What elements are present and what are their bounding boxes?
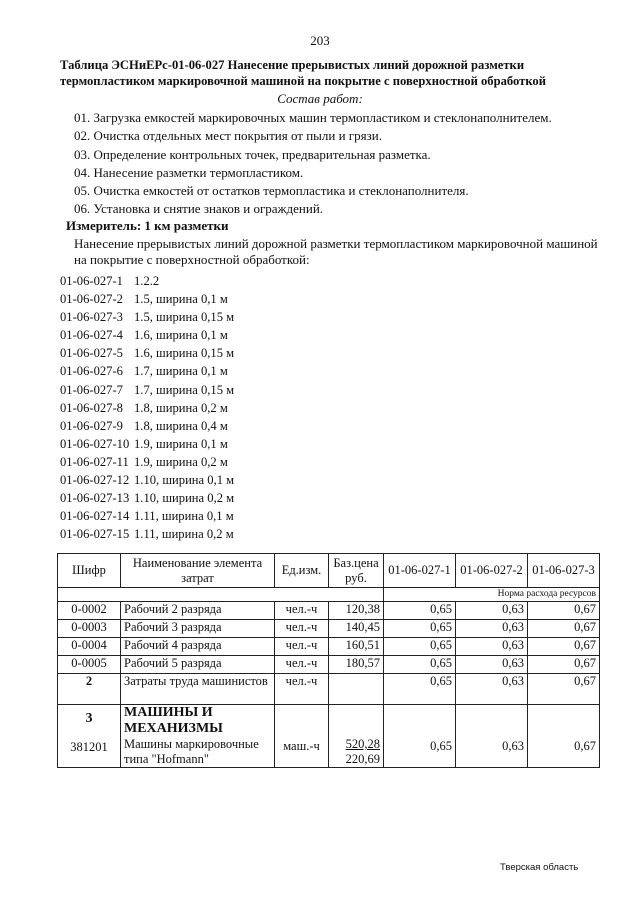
table-title: Таблица ЭСНиЕРс-01-06-027 Нанесение прерывистых линий дорожной разметки термопластиком маркировочной машиной на покрытие с поверхностной обработкой <box>60 58 546 88</box>
work-item: 01. Загрузка емкостей маркировочных машин термопластиком и стеклонаполнителем. <box>74 110 552 125</box>
code-row <box>60 525 234 543</box>
code: 01-06-027-9 <box>60 418 123 433</box>
code-row <box>60 435 234 453</box>
section-title: МАШИНЫ И МЕХАНИЗМЫ <box>124 705 223 736</box>
code: 01-06-027-15 <box>60 527 130 542</box>
code-list <box>60 272 234 543</box>
code-desc: 1.11, ширина 0,1 м <box>134 509 234 524</box>
page-number: 203 <box>310 33 330 48</box>
code-desc: 1.9, ширина 0,1 м <box>134 436 228 451</box>
header-name: Наименование элемента затрат <box>121 554 275 588</box>
norm-row <box>58 588 600 602</box>
machine-name: Машины маркировочные типа "Hofmann" <box>124 737 259 766</box>
header-unit: Ед.изм. <box>275 554 329 588</box>
machine-row: 3 381201 МАШИНЫ И МЕХАНИЗМЫ Машины маркировочные типа "Hofmann" маш.-ч 520,28 220,69 0,65 0,63 0,67 <box>58 705 600 768</box>
machine-price-secondary: 220,69 <box>345 752 380 766</box>
code-row <box>60 381 234 399</box>
code-desc: 1.8, ширина 0,2 м <box>134 400 228 415</box>
code-row <box>60 344 234 362</box>
code-row <box>60 399 234 417</box>
code-desc: 1.2.2 <box>134 274 160 288</box>
code: 01-06-027-1 <box>60 274 123 288</box>
code: 01-06-027-13 <box>60 491 130 506</box>
code-row <box>60 290 234 308</box>
work-item: 03. Определение контрольных точек, предварительная разметка. <box>74 146 431 162</box>
code: 01-06-027-6 <box>60 364 123 379</box>
code-desc: 1.6, ширина 0,15 м <box>134 346 235 361</box>
code: 01-06-027-10 <box>60 436 130 451</box>
header-price: Баз.цена руб. <box>329 554 384 588</box>
code-desc: 1.8, ширина 0,4 м <box>134 418 228 433</box>
code-desc: 1.6, ширина 0,1 м <box>134 328 228 343</box>
code: 01-06-027-14 <box>60 509 130 524</box>
works-list <box>74 109 552 219</box>
work-item: 04. Нанесение разметки термопластиком. <box>74 164 304 180</box>
code: 01-06-027-7 <box>60 382 123 397</box>
header-col2: 01-06-027-2 <box>456 554 528 588</box>
code-desc: 1.7, ширина 0,1 м <box>134 364 228 379</box>
intro-text: Нанесение прерывистых линий дорожной разметки термопластиком маркировочной машиной на покрытие с поверхностной обработкой: <box>74 236 598 267</box>
code-desc: 1.5, ширина 0,15 м <box>134 310 235 325</box>
code-desc: 1.10, ширина 0,2 м <box>134 491 235 506</box>
code: 01-06-027-8 <box>60 400 123 415</box>
work-item: 05. Очистка емкостей от остатков термопластика и стеклонаполнителя. <box>74 183 469 199</box>
table-row: 0-0003 Рабочий 3 разряда чел.-ч 140,45 0,65 0,63 0,67 <box>58 620 600 638</box>
norm-label: Норма расхода ресурсов <box>384 588 600 602</box>
code-row <box>60 272 234 290</box>
code: 01-06-027-12 <box>60 473 130 488</box>
code-desc: 1.10, ширина 0,1 м <box>134 473 235 488</box>
header-col1: 01-06-027-1 <box>384 554 456 588</box>
code: 01-06-027-11 <box>60 454 129 469</box>
machine-cipher: 381201 <box>70 740 108 754</box>
code-row <box>60 417 234 435</box>
work-item: 06. Установка и снятие знаков и ограждений. <box>74 201 324 217</box>
code-row <box>60 308 234 326</box>
section-cipher: 3 <box>85 711 93 726</box>
resource-table <box>57 553 600 768</box>
code-row <box>60 326 234 344</box>
code-desc: 1.5, ширина 0,1 м <box>134 292 228 307</box>
machine-price: 520,28 <box>345 737 380 751</box>
header-col3: 01-06-027-3 <box>528 554 600 588</box>
code: 01-06-027-3 <box>60 310 123 325</box>
code-row <box>60 362 234 380</box>
table-row: 0-0002 Рабочий 2 разряда чел.-ч 120,38 0,65 0,63 0,67 <box>58 602 600 620</box>
labor-row: 2 Затраты труда машинистов чел.-ч 0,65 0,63 0,67 <box>58 674 600 705</box>
meter-heading: Измеритель: 1 км разметки <box>66 218 229 233</box>
code: 01-06-027-2 <box>60 292 123 307</box>
code: 01-06-027-4 <box>60 328 123 343</box>
code-row <box>60 453 234 471</box>
code-desc: 1.7, ширина 0,15 м <box>134 382 235 397</box>
works-caption: Состав работ: <box>277 91 363 106</box>
code-desc: 1.11, ширина 0,2 м <box>134 527 234 542</box>
work-item: 02. Очистка отдельных мест покрытия от пыли и грязи. <box>74 128 382 144</box>
code-row <box>60 471 234 489</box>
code-row <box>60 507 234 525</box>
table-row: 0-0004 Рабочий 4 разряда чел.-ч 160,51 0,65 0,63 0,67 <box>58 638 600 656</box>
table-header-row <box>58 554 600 588</box>
code-desc: 1.9, ширина 0,2 м <box>134 454 228 469</box>
footer-region: Тверская область <box>500 862 579 873</box>
code: 01-06-027-5 <box>60 346 123 361</box>
header-cipher: Шифр <box>58 554 121 588</box>
table-row: 0-0005 Рабочий 5 разряда чел.-ч 180,57 0,65 0,63 0,67 <box>58 656 600 674</box>
code-row <box>60 489 234 507</box>
